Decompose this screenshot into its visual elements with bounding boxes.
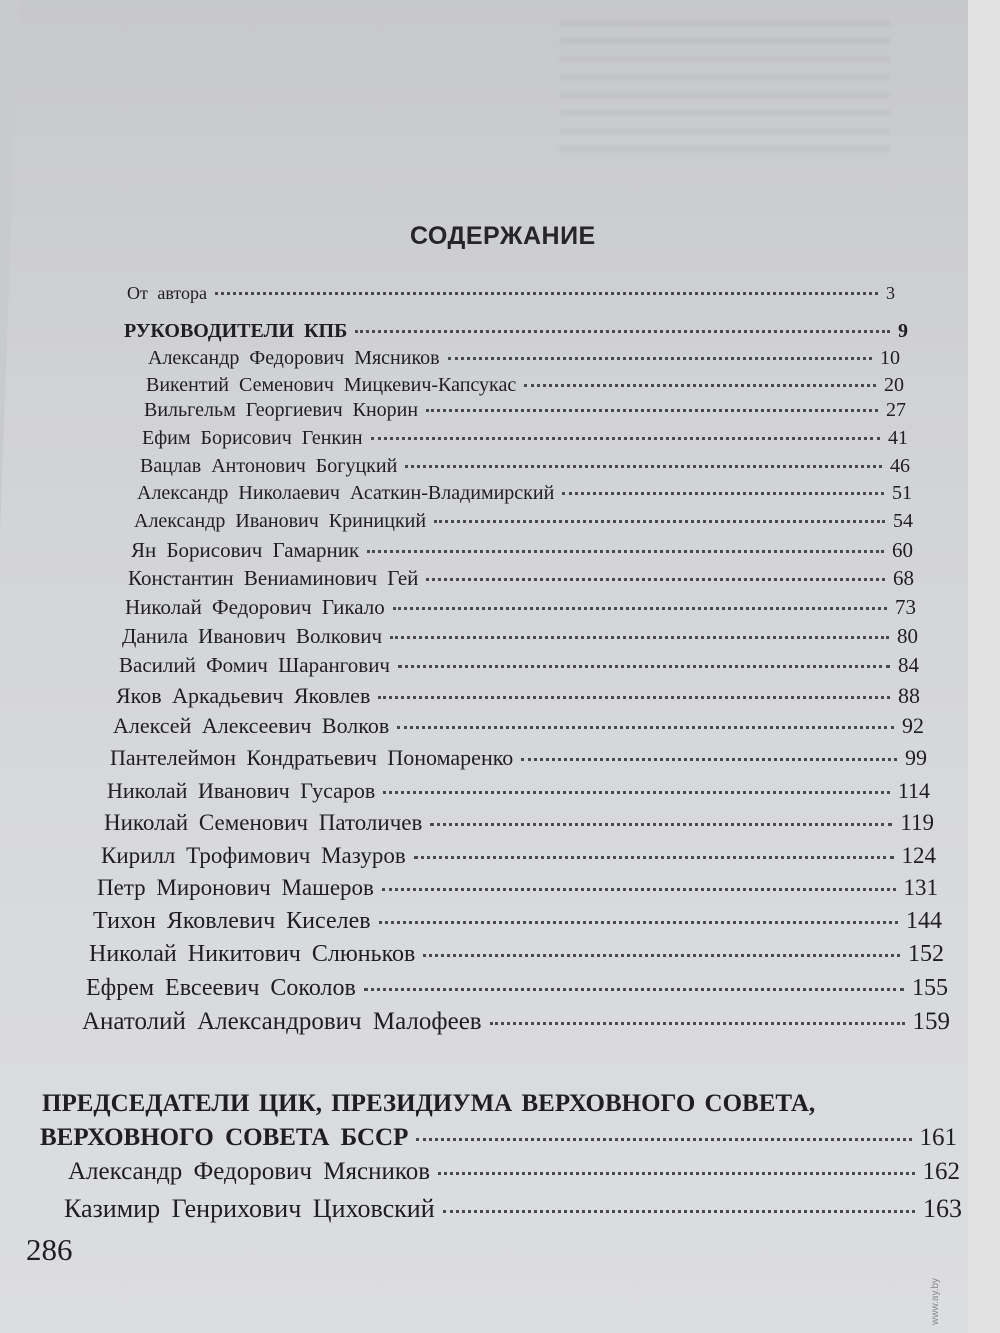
dot-leader [426,578,885,581]
dot-leader [434,520,885,523]
toc-entry [89,941,944,968]
toc-entry-page: 54 [893,510,913,532]
toc-entry-label: Анатолий Александрович Малофеев [82,1008,482,1035]
toc-entry [119,653,919,678]
toc-entry-label: Николай Федорович Гикало [125,595,385,619]
toc-entry-page: 159 [912,1008,950,1035]
dot-leader [355,330,890,333]
toc-entry [68,1158,960,1186]
dot-leader [521,758,897,761]
toc-entry-page: 92 [902,713,924,738]
toc-entry [101,843,936,869]
bleed-through-text [560,20,890,160]
toc-entry [140,455,910,478]
toc-entry [113,713,924,739]
toc-entry [127,283,895,304]
toc-entry-label: Казимир Генрихович Циховский [64,1194,435,1223]
toc-entry-page: 152 [908,941,944,967]
toc-section-heading [40,1124,957,1152]
toc-entry [137,482,912,505]
dot-leader [414,856,894,859]
toc-entry-page: 68 [893,566,914,590]
toc-entry [134,510,913,533]
dot-leader [364,988,904,991]
toc-entry-page: 119 [900,810,934,835]
dot-leader [398,665,890,668]
toc-entry-label: Викентий Семенович Мицкевич-Капсукас [146,374,517,396]
toc-entry [146,374,904,397]
toc-entry-page: 114 [897,778,930,803]
toc-entry-page: 163 [923,1194,962,1223]
toc-entry-label: Константин Вениаминович Гей [128,566,419,590]
toc-entry-label: Яков Аркадьевич Яковлев [116,683,371,708]
toc-entry-label: Данила Иванович Волкович [122,624,383,648]
toc-entry [122,624,918,649]
toc-entry-page: 88 [898,683,920,708]
toc-entry-page: 51 [892,482,912,504]
dot-leader [397,726,894,729]
dot-leader [390,636,889,639]
toc-entry-page: 99 [905,745,927,770]
watermark-text: www.ay.by [930,1277,941,1325]
toc-entry-label: Вильгельм Георгиевич Кнорин [144,399,419,421]
toc-section-heading [124,320,908,343]
toc-entry-label: Александр Федорович Мясников [148,347,440,369]
toc-entry-page: 10 [880,347,900,369]
toc-entry-page: 46 [890,455,910,477]
toc-entry-page: 144 [906,908,942,934]
toc-entry [107,778,930,804]
toc-entry-label: Алексей Алексеевич Волков [113,713,390,738]
toc-entry-label: Александр Николаевич Асаткин-Владимирский [137,482,555,504]
toc-entry-label: Николай Иванович Гусаров [107,778,376,803]
toc-entry [144,399,906,422]
page-number: 286 [26,1232,73,1267]
toc-entry [82,1008,950,1036]
toc-entry-page: 73 [895,595,916,619]
toc-entry [128,566,914,591]
dot-leader [423,954,900,957]
toc-entry [148,347,900,370]
toc-entry-label: РУКОВОДИТЕЛИ КПБ [124,320,348,342]
toc-entry-page: 27 [886,399,906,421]
dot-leader [430,823,892,826]
dot-leader [393,607,887,610]
toc-entry-page: 20 [884,374,904,396]
section-heading-line-2: ВЕРХОВНОГО СОВЕТА БССР [40,1124,409,1151]
dot-leader [490,1022,905,1025]
toc-entry-label: От автора [127,283,208,303]
toc-entry-page: 155 [912,975,948,1001]
toc-entry-label: Тихон Яковлевич Киселев [93,908,371,934]
dot-leader [371,437,880,440]
dot-leader [416,1138,911,1141]
toc-entry-label: Ян Борисович Гамарник [131,538,360,562]
toc-entry [110,745,927,771]
dot-leader [382,888,896,891]
dot-leader [524,384,876,387]
toc-entry-page: 131 [903,875,938,900]
dot-leader [367,550,884,553]
toc-entry-label: Александр Федорович Мясников [68,1158,431,1185]
dot-leader [438,1172,914,1175]
dot-leader [215,292,878,295]
toc-entry-label: Кирилл Трофимович Мазуров [101,843,406,868]
toc-entry-label: Петр Миронович Машеров [97,875,374,900]
toc-entry [131,538,913,563]
toc-entry-page: 84 [898,653,919,677]
toc-entry-label: Василий Фомич Шарангович [119,653,390,677]
toc-entry-label: Ефим Борисович Генкин [142,427,363,449]
dot-leader [448,357,872,360]
toc-entry-label: Николай Никитович Слюньков [89,941,416,967]
toc-entry-label: Ефрем Евсеевич Соколов [86,975,356,1001]
toc-entry-label: Николай Семенович Патоличев [104,810,423,835]
dot-leader [426,409,878,412]
toc-entry-page: 3 [886,283,895,303]
toc-entry [86,975,948,1002]
toc-entry-page: 162 [922,1158,960,1185]
toc-entry [116,683,920,709]
toc-entry-label: Александр Иванович Криницкий [134,510,427,532]
dot-leader [562,492,884,495]
toc-entry [142,427,908,450]
toc-entry [104,810,934,836]
toc-entry-page: 161 [919,1124,957,1151]
dot-leader [378,696,890,699]
dot-leader [379,921,898,924]
toc-entry-page: 41 [888,427,908,449]
toc-title: СОДЕРЖАНИЕ [410,222,596,250]
toc-entry [64,1194,962,1224]
toc-entry [97,875,938,901]
toc-entry-page: 60 [892,538,913,562]
section-heading-line-1: ПРЕДСЕДАТЕЛИ ЦИК, ПРЕЗИДИУМА ВЕРХОВНОГО СОВЕТА, [42,1090,816,1117]
toc-entry-label: Вацлав Антонович Богуцкий [140,455,398,477]
toc-entry [125,595,916,620]
toc-entry-label: Пантелеймон Кондратьевич Пономаренко [110,745,514,770]
toc-entry-page: 124 [901,843,936,868]
dot-leader [443,1210,915,1213]
toc-entry [93,908,942,935]
toc-entry-page: 80 [897,624,918,648]
toc-entry-page: 9 [898,320,908,342]
dot-leader [383,791,890,794]
dot-leader [405,465,882,468]
